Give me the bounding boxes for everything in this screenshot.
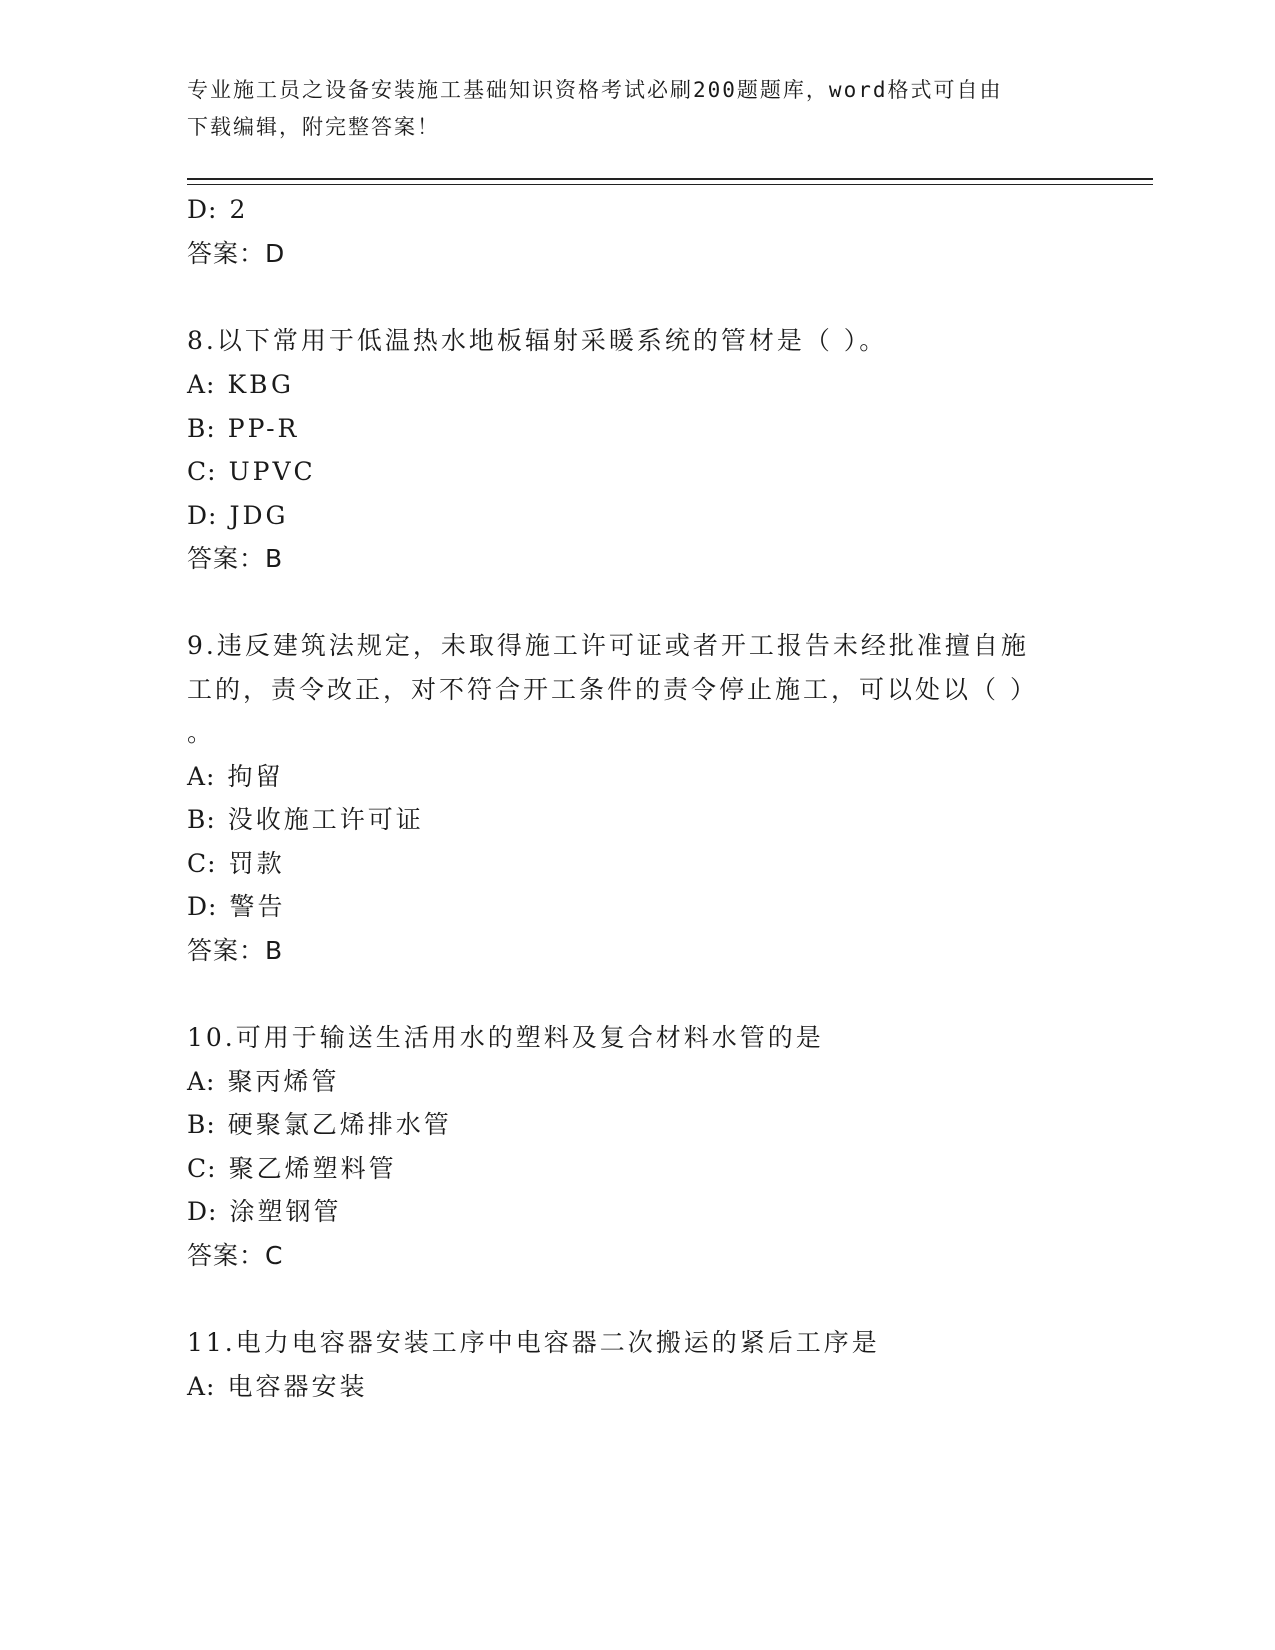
q8-option-a (187, 369, 294, 401)
option-key: D: (187, 1197, 218, 1226)
q10-option-a (187, 1066, 340, 1098)
q9-option-a (187, 761, 284, 793)
q9-option-d (187, 891, 285, 923)
q11-stem: 11.电力电容器安装工序中电容器二次搬运的紧后工序是 (187, 1328, 880, 1357)
option-key: A: (187, 1372, 216, 1401)
header-divider-thick (187, 178, 1153, 180)
option-key: A: (187, 762, 216, 791)
option-value: 警告 (229, 892, 286, 921)
option-key: D: (187, 195, 218, 224)
option-value: 罚款 (228, 849, 285, 878)
option-key: C: (187, 1154, 217, 1183)
option-key: B: (187, 1110, 216, 1139)
option-value: 涂塑钢管 (229, 1197, 342, 1226)
q10-option-d (187, 1196, 341, 1228)
q11-option-a (187, 1371, 368, 1403)
q10-option-c (187, 1153, 397, 1185)
option-key: A: (187, 1067, 216, 1096)
option-key: A: (187, 370, 216, 399)
option-value: 没收施工许可证 (227, 805, 424, 834)
q8-stem: 8.以下常用于低温热水地板辐射采暖系统的管材是（ ）。 (187, 326, 888, 355)
header-divider-thin (187, 184, 1153, 185)
document-header (187, 72, 1067, 146)
q9-option-b (187, 804, 424, 836)
prev-option-d (187, 194, 248, 226)
option-key: D: (187, 501, 218, 530)
option-value: 聚乙烯塑料管 (228, 1154, 397, 1183)
q9-option-c (187, 848, 285, 880)
q8-option-c (187, 456, 316, 488)
q8-option-d (187, 500, 289, 532)
q9-stem-line-2: 工的，责令改正，对不符合开工条件的责令停止施工，可以处以（ ） (187, 675, 1038, 704)
option-key: D: (187, 892, 218, 921)
option-key: C: (187, 849, 217, 878)
q9-stem-line-1: 9.违反建筑法规定，未取得施工许可证或者开工报告未经批准擅自施 (187, 631, 1029, 660)
q9-stem-line-3: 。 (187, 718, 216, 747)
option-value: UPVC (228, 457, 316, 486)
option-value: PP-R (227, 414, 300, 443)
option-key: C: (187, 457, 217, 486)
option-value: 硬聚氯乙烯排水管 (227, 1110, 452, 1139)
q10-answer: 答案：C (187, 1241, 284, 1270)
q8-answer: 答案：B (187, 544, 284, 573)
option-value: KBG (227, 370, 294, 399)
q8-option-b (187, 413, 299, 445)
q10-option-b (187, 1109, 452, 1141)
option-value: 拘留 (227, 762, 284, 791)
header-title-line-2: 下载编辑，附完整答案！ (187, 115, 440, 139)
option-value: 2 (229, 195, 249, 224)
option-value: JDG (229, 501, 289, 530)
prev-answer: 答案：D (187, 239, 286, 268)
header-title-line-1: 专业施工员之设备安装施工基础知识资格考试必刷200题题库，word格式可自由 (187, 78, 1003, 102)
q10-stem: 10.可用于输送生活用水的塑料及复合材料水管的是 (187, 1023, 824, 1052)
option-value: 聚丙烯管 (227, 1067, 340, 1096)
option-key: B: (187, 805, 216, 834)
q9-answer: 答案：B (187, 936, 284, 965)
option-key: B: (187, 414, 216, 443)
option-value: 电容器安装 (227, 1372, 368, 1401)
